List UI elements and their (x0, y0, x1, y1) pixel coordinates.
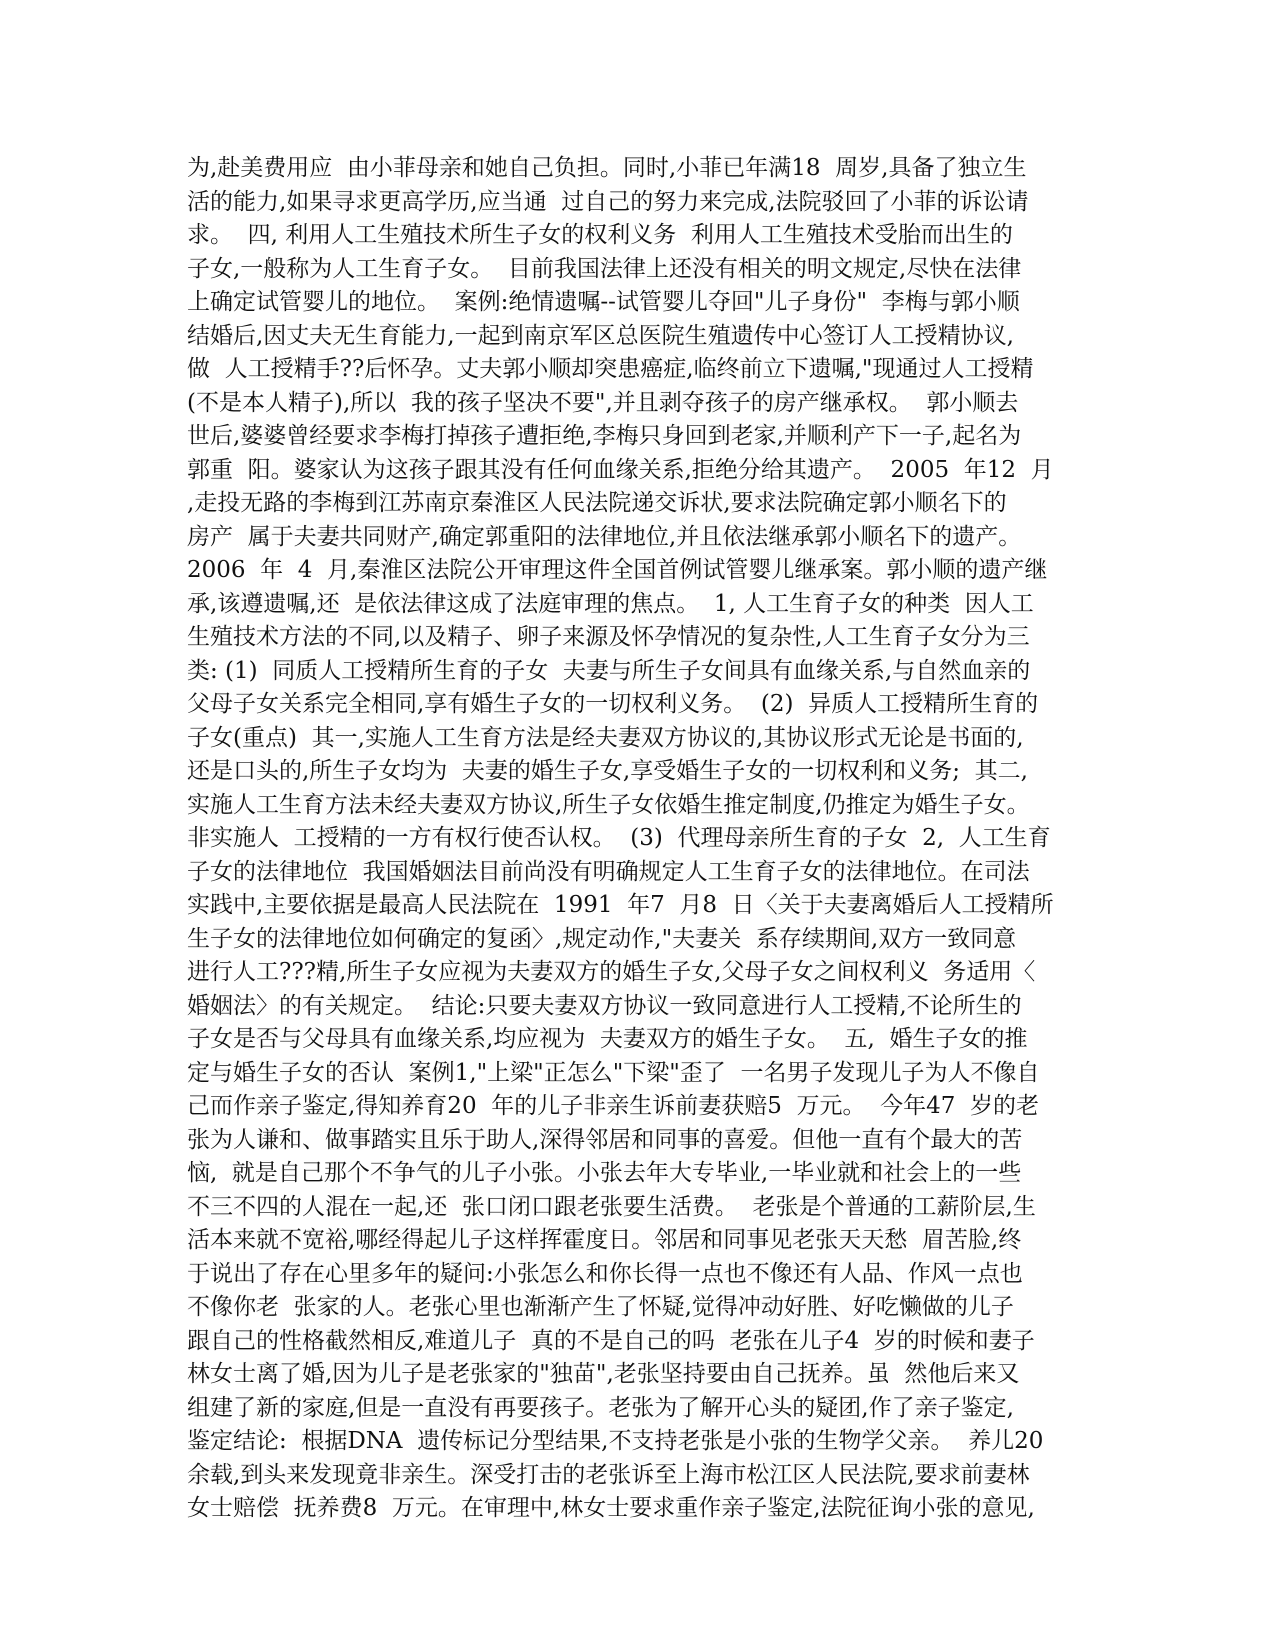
text-line: 婚姻法〉的有关规定。 结论:只要夫妻双方协议一致同意进行人工授精,不论所生的 (187, 992, 1022, 1019)
text-line: 还是口头的,所生子女均为 夫妻的婚生子女,享受婚生子女的一切权利和义务; 其二, (187, 758, 1028, 784)
text-line: 余载,到头来发现竟非亲生。深受打击的老张诉至上海市松江区人民法院,要求前妻林 (187, 1461, 1030, 1488)
text-line: 非实施人 工授精的一方有权行使否认权。 (3) 代理母亲所生育的子女 2, 人工生育 (187, 825, 1051, 851)
text-line: 生殖技术方法的不同,以及精子、卵子来源及怀孕情况的复杂性,人工生育子女分为三 (187, 624, 1030, 650)
text-line: 结婚后,因丈夫无生育能力,一起到南京军区总医院生殖遗传中心签订人工授精协议, (187, 322, 1014, 349)
text-line: 生子女的法律地位如何确定的复函〉,规定动作,"夫妻关 系存续期间,双方一致同意 (187, 925, 1017, 952)
text-line: 进行人工???精,所生子女应视为夫妻双方的婚生子女,父母子女之间权利义 务适用〈 (187, 959, 1036, 985)
text-line: 房产 属于夫妻共同财产,确定郭重阳的法律地位,并且依法继承郭小顺名下的遗产。 (187, 523, 1022, 550)
text-line: 女士赔偿 抚养费8 万元。在审理中,林女士要求重作亲子鉴定,法院征询小张的意见, (187, 1495, 1035, 1521)
text-line: 鉴定结论: 根据DNA 遗传标记分型结果,不支持老张是小张的生物学父亲。 养儿20 (187, 1428, 1044, 1454)
text-line: 活的能力,如果寻求更高学历,应当通 过自己的努力来完成,法院驳回了小菲的诉讼请 (187, 188, 1029, 215)
text-line: 2006 年 4 月,秦淮区法院公开审理这件全国首例试管婴儿继承案。郭小顺的遗产继 (187, 557, 1048, 583)
text-line: 己而作亲子鉴定,得知养育20 年的儿子非亲生诉前妻获赔5 万元。 今年47 岁的老 (187, 1093, 1039, 1119)
text-line: 跟自己的性格截然相反,难道儿子 真的不是自己的吗 老张在儿子4 岁的时候和妻子 (187, 1327, 1035, 1354)
text-line: (不是本人精子),所以 我的孩子坚决不要",并且剥夺孩子的房产继承权。 郭小顺去 (187, 389, 1019, 416)
text-line: 定与婚生子女的否认 案例1,"上梁"正怎么"下梁"歪了 一名男子发现儿子为人不像自 (187, 1059, 1040, 1086)
text-line: 实践中,主要依据是最高人民法院在 1991 年7 月8 日〈关于夫妻离婚后人工授精所 (187, 892, 1054, 918)
text-line: 世后,婆婆曾经要求李梅打掉孩子遭拒绝,李梅只身回到老家,并顺利产下一子,起名为 (187, 423, 1022, 449)
text-line: 子女的法律地位 我国婚姻法目前尚没有明确规定人工生育子女的法律地位。在司法 (187, 858, 1030, 885)
text-line: 做 人工授精手??后怀孕。丈夫郭小顺却突患癌症,临终前立下遗嘱,"现通过人工授精 (187, 356, 1034, 382)
body-text (187, 152, 1087, 1526)
text-line: 子女,一般称为人工生育子女。 目前我国法律上还没有相关的明文规定,尽快在法律 (187, 255, 1022, 282)
text-line: 为,赴美费用应 由小菲母亲和她自己负担。同时,小菲已年满18 周岁,具备了独立生 (187, 155, 1027, 181)
text-line: 子女是否与父母具有血缘关系,均应视为 夫妻双方的婚生子女。 五, 婚生子女的推 (187, 1026, 1028, 1052)
text-line: 活本来就不宽裕,哪经得起儿子这样挥霍度日。邻居和同事见老张天天愁 眉苦脸,终 (187, 1227, 1022, 1253)
text-line: 组建了新的家庭,但是一直没有再要孩子。老张为了解开心头的疑团,作了亲子鉴定, (187, 1394, 1014, 1421)
text-line: 郭重 阳。婆家认为这孩子跟其没有任何血缘关系,拒绝分给其遗产。 2005 年12 月 (187, 456, 1054, 483)
text-line: 张为人谦和、做事踏实且乐于助人,深得邻居和同事的喜爱。但他一直有个最大的苦 (187, 1126, 1023, 1153)
text-line: 类: (1) 同质人工授精所生育的子女 夫妻与所生子女间具有血缘关系,与自然血亲的 (187, 657, 1031, 684)
text-line: 承,该遵遗嘱,还 是依法律这成了法庭审理的焦点。 1, 人工生育子女的种类 因人工 (187, 590, 1034, 617)
text-line: 求。 四, 利用人工生殖技术所生子女的权利义务 利用人工生殖技术受胎而出生的 (187, 222, 1013, 248)
text-line: 实施人工生育方法未经夫妻双方协议,所生子女依婚生推定制度,仍推定为婚生子女。 (187, 791, 1030, 818)
text-line: 子女(重点) 其一,实施人工生育方法是经夫妻双方协议的,其协议形式无论是书面的, (187, 724, 1024, 751)
text-line: 父母子女关系完全相同,享有婚生子女的一切权利义务。 (2) 异质人工授精所生育的 (187, 691, 1039, 717)
text-line: 不三不四的人混在一起,还 张口闭口跟老张要生活费。 老张是个普通的工薪阶层,生 (187, 1193, 1036, 1220)
text-line: 上确定试管婴儿的地位。 案例:绝情遗嘱--试管婴儿夺回"儿子身份" 李梅与郭小顺 (187, 289, 1020, 315)
text-line: ,走投无路的李梅到江苏南京秦淮区人民法院递交诉状,要求法院确定郭小顺名下的 (187, 490, 1007, 516)
text-line: 于说出了存在心里多年的疑问:小张怎么和你长得一点也不像还有人品、作风一点也 (187, 1260, 1023, 1287)
text-line: 恼, 就是自己那个不争气的儿子小张。小张去年大专毕业,一毕业就和社会上的一些 (187, 1160, 1022, 1186)
text-line: 林女士离了婚,因为儿子是老张家的"独苗",老张坚持要由自己抚养。虽 然他后来又 (187, 1361, 1020, 1387)
text-line: 不像你老 张家的人。老张心里也渐渐产生了怀疑,觉得冲动好胜、好吃懒做的儿子 (187, 1294, 1014, 1320)
